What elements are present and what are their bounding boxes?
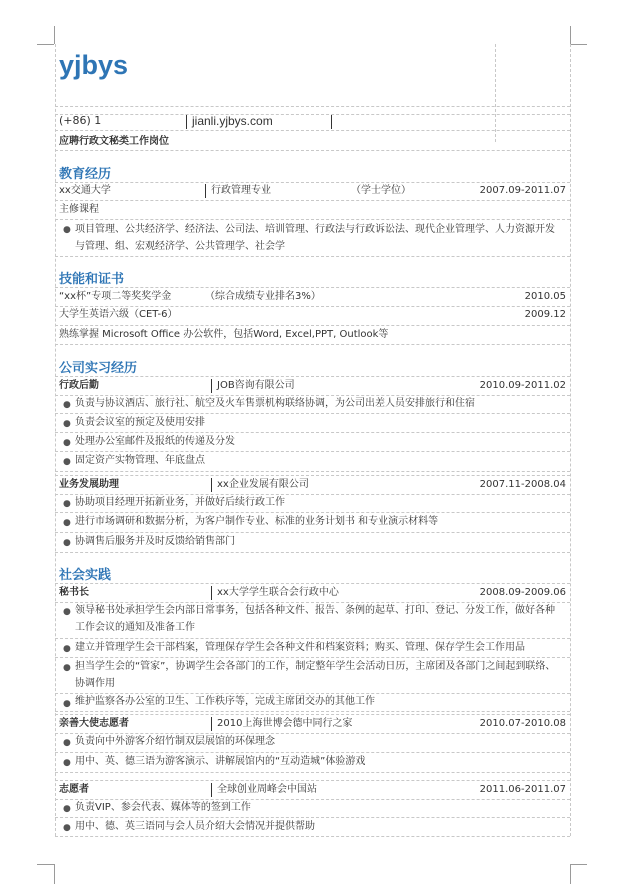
school-name: xx交通大学 xyxy=(59,185,111,196)
job-role: 志愿者 xyxy=(59,784,89,795)
job-company: 全球创业周峰会中国站 xyxy=(217,784,317,795)
list-item: 固定资产实物管理、年底盘点 xyxy=(75,455,205,466)
list-item: 负责会议室的预定及使用安排 xyxy=(75,417,205,428)
education-heading: 教育经历 xyxy=(59,167,112,182)
certificate-name: 大学生英语六级（CET-6） xyxy=(59,309,178,320)
job-company: JOB咨询有限公司 xyxy=(217,380,295,391)
job-role: 亲善大使志愿者 xyxy=(59,718,129,729)
job-period: 2008.09-2009.06 xyxy=(479,587,566,598)
crop-mark xyxy=(570,44,587,45)
list-item: 负责VIP、参会代表、媒体等的签到工作 xyxy=(75,802,251,813)
computer-skills: 熟练掌握 Microsoft Office 办公软件，包括Word, Excel,PPT, Outlook等 xyxy=(59,329,389,340)
resume-page: yjbys (+86) 1 jianli.yjbys.com 应聘行政文秘类工作岗位 教育经历 xx交通大学 行政管理专业 （学士学位） 2007.09-2011.07 主修课程 ● 项目管理、公共经济学、经济法、公司法、培训管理、行政法与行政诉讼法、现代企业管理学、人力资源开发与管理、组、宏观经济学、公共管理学、社会学 技能和证书 “xx杯”专项二等奖奖学金 （综合成绩专业排名3%） 2010.05 大学生英语六级（CET-6） 2009.12 熟练掌握 Microsoft Office 办公软件，包括Word, Excel,PPT, Outlook等 公司实习经历 行政后勤 JOB咨询有限公司 2010.09-2011.02 ● 负责与协议酒店、旅行社、航空及火车售票机构联络协调，为公司出差人员安排旅行和住宿 ● 负责会议室的预定及使用安排 ● 处理办公室邮件及报纸的传递及分发 ● 固定资产实物管理、年底盘点 业务发展助理 xx企业发展有限公司 2007.11-2008.04 ● 协助项目经理开拓新业务，并做好后续行政工作 ● 进行市场调研和数据分析，为客户制作专业、标准的业务计划书 和专业演示材料等 ● 协调售后服务并及时反馈给销售部门 社会实践 秘书长 xx大学学生联合会行政中心 2008.09-2009.06 ● 领导秘书处承担学生会内部日常事务，包括各种文件、报告、条例的起草、打印、登记、分发工作，做好各种工作会议的通知及准备工作 ● 建立并管理学生会干部档案，管理保存学生会各种文件和档案资料；购买、管理、保存学生会工作用品 ● 担当学生会的“管家”，协调学生会各部门的工作，制定整年学生会活动日历，主席团及各部门之间起到联络、协调作用 ● 维护监察各办公室的卫生、工作秩序等，完成主席团交办的其他工作 亲善大使志愿者 2010上海世博会德中同行之家 2010.07-2010.08 ● 负责向中外游客介绍竹制双层展馆的环保理念 ● 用中、英、德三语为游客演示、讲解展馆内的“互动造城”体验游戏 志愿者 全球创业周峰会中国站 2011.06-2011.07 ● 负责VIP、参会代表、媒体等的签到工作 ● 用中、德、英三语同与会人员介绍大会情况并提供帮助 xyxy=(0,0,626,889)
list-item: 处理办公室邮件及报纸的传递及分发 xyxy=(75,436,235,447)
list-item: 负责与协议酒店、旅行社、航空及火车售票机构联络协调，为公司出差人员安排旅行和住宿 xyxy=(75,398,475,409)
list-item: 用中、德、英三语同与会人员介绍大会情况并提供帮助 xyxy=(75,821,315,832)
job-period: 2011.06-2011.07 xyxy=(479,784,566,795)
degree: （学士学位） xyxy=(351,185,411,196)
list-item: 维护监察各办公室的卫生、工作秩序等，完成主席团交办的其他工作 xyxy=(75,696,375,707)
crop-mark xyxy=(37,864,54,865)
job-period: 2010.07-2010.08 xyxy=(479,718,566,729)
crop-mark xyxy=(570,864,571,884)
crop-mark xyxy=(570,26,571,44)
certificate-date: 2009.12 xyxy=(524,309,566,320)
award-date: 2010.05 xyxy=(524,291,566,302)
list-item: 负责向中外游客介绍竹制双层展馆的环保理念 xyxy=(75,736,275,747)
job-company: 2010上海世博会德中同行之家 xyxy=(217,718,353,729)
job-company: xx企业发展有限公司 xyxy=(217,479,309,490)
internship-heading: 公司实习经历 xyxy=(59,361,138,376)
list-item: 担当学生会的“管家”，协调学生会各部门的工作，制定整年学生会活动日历，主席团及各部门之间起到联络、协调作用 xyxy=(75,661,556,689)
phone-number: (+86) 1 xyxy=(59,114,102,127)
list-item: 进行市场调研和数据分析，为客户制作专业、标准的业务计划书 和专业演示材料等 xyxy=(75,516,439,527)
list-item: 用中、英、德三语为游客演示、讲解展馆内的“互动造城”体验游戏 xyxy=(75,756,366,767)
website-link[interactable]: jianli.yjbys.com xyxy=(192,114,273,128)
crop-mark xyxy=(570,864,587,865)
job-role: 秘书长 xyxy=(59,587,89,598)
crop-mark xyxy=(37,44,54,45)
courses-label: 主修课程 xyxy=(59,204,99,215)
education-period: 2007.09-2011.07 xyxy=(479,185,566,196)
job-objective: 应聘行政文秘类工作岗位 xyxy=(59,136,169,147)
award-name: “xx杯”专项二等奖奖学金 xyxy=(59,291,172,302)
list-item: 协调售后服务并及时反馈给销售部门 xyxy=(75,536,235,547)
list-item: 领导秘书处承担学生会内部日常事务，包括各种文件、报告、条例的起草、打印、登记、分发工作，做好各种工作会议的通知及准备工作 xyxy=(75,605,555,633)
award-note: （综合成绩专业排名3%） xyxy=(205,291,321,302)
job-company: xx大学学生联合会行政中心 xyxy=(217,587,339,598)
list-item: 协助项目经理开拓新业务，并做好后续行政工作 xyxy=(75,497,285,508)
list-item: 建立并管理学生会干部档案，管理保存学生会各种文件和档案资料；购买、管理、保存学生会工作用品 xyxy=(75,642,525,653)
skills-heading: 技能和证书 xyxy=(59,272,125,287)
job-period: 2007.11-2008.04 xyxy=(479,479,566,490)
crop-mark xyxy=(54,864,55,884)
job-role: 行政后勤 xyxy=(59,380,99,391)
social-heading: 社会实践 xyxy=(59,568,112,583)
major: 行政管理专业 xyxy=(211,185,271,196)
resume-name: yjbys xyxy=(59,50,129,80)
job-period: 2010.09-2011.02 xyxy=(479,380,566,391)
courses-list: 项目管理、公共经济学、经济法、公司法、培训管理、行政法与行政诉讼法、现代企业管理学、人力资源开发与管理、组、宏观经济学、公共管理学、社会学 xyxy=(75,224,555,252)
job-role: 业务发展助理 xyxy=(59,479,119,490)
crop-mark xyxy=(54,26,55,44)
